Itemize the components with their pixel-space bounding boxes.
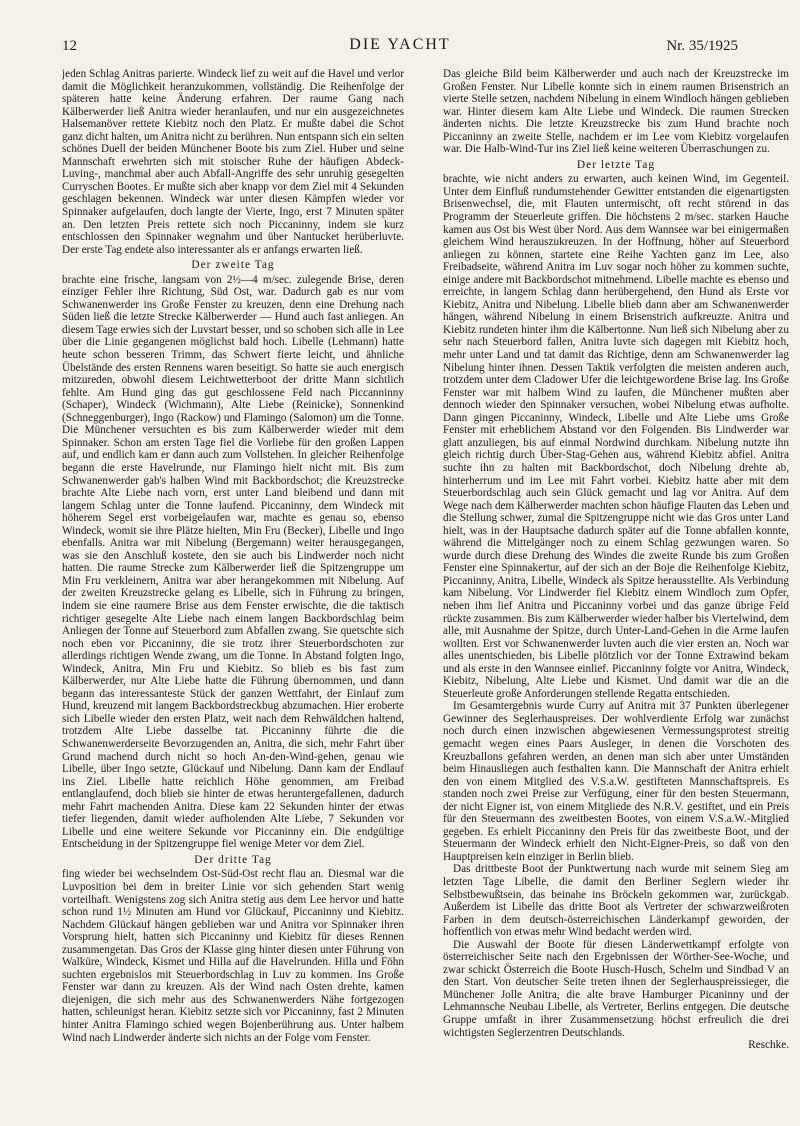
issue-number: Nr. 35/1925	[666, 38, 738, 54]
section-heading-zweiter-tag: Der zweite Tag	[191, 259, 275, 272]
paragraph: jeden Schlag Anitras parierte. Windeck lief zu weit auf die Havel und verlor damit die Möglichkeit heranzukommen, vollständig. Die Reihenfolge der späteren hatte keine Änderung erfahren. Der raume Gang nach Kälberwerder ließ Anitra wieder heranlaufen, und nur ein ausgezeichnetes Halsemanöver rettete Kiebitz noch den Platz. Er mußte dabei die Schot ganz dicht halten, um Anitra nicht zu berühren. Nun entspann sich ein selten schönes Duell der beiden Münchener Boote bis zum Ziel. Huber und seine Mannschaft erwehrten sich mit stoischer Ruhe der häufigen Abdeck-Luving-, manchmal aber auch Abfall-Angriffe des sehr unruhig gesegelten Curryschen Bootes. Er mußte sich aber knapp vor dem Ziel mit 4 Sekunden geschlagen bekennen. Windeck war unter diesen Kämpfen wieder vor Spinnaker aufgelaufen, doch langte der Vierte, Ingo, erst 7 Minuten später an. Den letzten Preis rettete sich noch Piccaninny, indem sie kurz entschlossen den Spinnaker wegnahm und über Nantucket herüberluvte. Der erste Tag endete also interessanter als er anfangs erwarten ließ.	[62, 68, 404, 256]
paragraph: fing wieder bei wechselndem Ost-Süd-Ost recht flau an. Diesmal war die Luvposition bei dem in breiter Linie vor sich gehenden Start wenig vorteilhaft. Wenigstens zog sich Anitra stetig aus dem Lee hervor und hatte schon rund 1½ Minuten am Hund vor Glückauf, Piccaninny und Kiebitz. Nachdem Glückauf hängen geblieben war und Anitra vor Spinnaker ihren Vorsprung hielt, hatten sich Piccaninny und Kiebitz für dieses Rennen zusammengetan. Das Gros der Klasse ging hinter diesen unter Führung von Walküre, Windeck, Kismet und Hilla auf die Havelrunden. Hilla und Föhn suchten ergebnislos mit Steuerbordschlag in Luv zu kommen. Ins Große Fenster war dann zu kreuzen. Als der Wind nach Osten drehte, kamen diejenigen, die sich mehr aus des Schwanenwerders Nähe fortgezogen hatten, schleunigst heran. Kiebitz setzte sich vor Piccaninny, fast 2 Minuten hinter Anitra Flamingo schied wegen Bojenberührung aus. Unter halbem Wind nach Lindwerder änderte sich nichts an der Folge vom Fenster.	[62, 868, 404, 1044]
paragraph: Das gleiche Bild beim Kälberwerder und auch nach der Kreuzstrecke im Großen Fenster. Nur Libelle konnte sich in einem raumen Brisenstrich an vierte Stelle setzen, nachdem Nibelung in einem Windloch hängen geblieben war. Hinter diesem kam Alte Liebe und Windeck. Die raumen Strecken änderten nichts. Die letzte Kreuzstrecke bis zum Hund brachte noch Piccaninny an zweite Stelle, nachdem er im Lee vom Kiebitz vorgelaufen war. Die Halb-Wind-Tur ins Ziel ließ keine weiteren Überraschungen zu.	[443, 68, 789, 156]
paragraph: Im Gesamtergebnis wurde Curry auf Anitra mit 37 Punkten überlegener Gewinner des Seglerhauspreises. Der wohlverdiente Erfolg war zunächst noch durch einen inzwischen abgewiesenen Vermessungsprotest streitig gemacht wegen eines Paars Ausleger, in denen die Vorschoten des Kreuzballons gefahren werden, an denen man sich aber unter Umständen beim Hinausliegen auch festhalten kann. Die Mannschaft der Anitra erhielt den von einem Mitglied des V.S.a.W. gestifteten Mannschaftspreis. Es standen noch zwei Preise zur Verfügung, einer für den besten Steuermann, der nicht Eigner ist, von einem Mitgliede des N.R.V. gestiftet, und ein Preis für den Steuermann des zweitbesten Bootes, von einem V.S.a.W.-Mitglied gegeben. Es erhielt Piccaninny den Preis für das zweitbeste Boot, und der Steuermann der Windeck erhielt den Nicht-Eigner-Preis, so daß von den Hauptpreisen kein einziger in Berlin blieb.	[443, 700, 789, 863]
left-column	[62, 68, 404, 1118]
paragraph: brachte eine frische, langsam von 2½—4 m/sec. zulegende Brise, deren einziger Fehler ihre Richtung, Süd Ost, war. Dadurch gab es nur vom Schwanenwerder ins Große Fenster zu kreuzen, denn eine Drehung nach Süden ließ die letzte Strecke Kälberwerder — Hund auch fast anliegen. An diesem Tage erwies sich der Luvstart besser, und so schoben sich alle in Lee über die Linie gegangenen möglichst bald hoch. Libelle (Lehmann) hatte heute schon besseren Trimm, das Schwert fierte leicht, und ähnliche Übelstände des ersten Rennens waren beseitigt. So hatte sie auch energisch mitzureden, obwohl diesem Leichtwetterboot der dritte Mann sichtlich fehlte. Am Hund ging das gut geschlossene Feld nach Piccanninny (Schaper), Windeck (Wichmann), Alte Liebe (Reinicke), Sonnenkind (Schneggenburger), Ingo (Rackow) und Flamingo (Salomon) um die Tonne. Die Münchener versuchten es bis zum Kälberwerder wieder mit dem Spinnaker. Schon am ersten Tage fiel die Vorliebe für den großen Lappen auf, und endlich kam er dann auch zum Vollstehen. In gleicher Reihenfolge begann die erste Havelrunde, nur Flamingo hielt nicht mit. Bis zum Schwanenwerder gab's halben Wind mit Backbordschot; die Kreuzstrecke brachte Alte Liebe nach vorn, erst unter Land bleibend und dann mit langem Schlag unter die Tonne laufend. Piccaninny, dem Windeck mit höherem Segel erst vorbeigelaufen war, machte es genau so, ebenso Windeck, womit sie ihre Plätze hielten, Min Fru (Becker), Libelle und Ingo ebenfalls. Anitra war mit Nibelung (Bergemann) weiter herausgegangen, was sie den Anschluß kostete, den sie auch bis Lindwerder noch nicht hatten. Die raume Strecke zum Kälberwerder ließ die Spitzengruppe um Min Fru verkleinern, Anitra war aber herangekommen mit Nibelung. Auf der zweiten Kreuzstrecke gelang es Libelle, sich in Führung zu bringen, indem sie eine raumere Brise aus dem Fenster erwischte, die die taktisch richtiger gesegelte Alte Liebe nach einem langen Backbordschlag beim Anliegen der Tonne auf Steuerbord zum Abfallen zwang. Sie quetschte sich noch eben vor Piccaninny, die sie trotz ihrer Steuerbordschoten zur allerdings richtigen Wende zwang, um die Tonne. In Abstand folgten Ingo, Windeck, Anitra, Min Fru und Kiebitz. So blieb es bis fast zum Kälberwerder, nur Alte Liebe hatte die Führung übernommen, und dann begann das interessanteste Stück der ganzen Wettfahrt, der Einlauf zum Hund, kreuzend mit langem Backbordstreckbug abzumachen. Hier eroberte sich Libelle wieder den ersten Platz, weit nach dem Rehwäldchen haltend, trotzdem Alte Liebe dasselbe tat. Piccaninny führte die die Schwanenwerderseite Bevorzugenden an, Anitra, die sich, mehr Fahrt über Grund machend durch nicht so hoch An-den-Wind-gehen, genau wie Libelle, über Ingo setzte, Glückauf und Nibelung. Dann kam der Endlauf ins Ziel. Libelle hatte reichlich Höhe genommen, am Freibad entlanglaufend, doch blieb sie hinter de etwas heruntergefallenen, dadurch mehr Fahrt machenden Anitra. Diese kam 22 Sekunden hinter der etwas tiefer liegenden, damit wieder aufholenden Alte Liebe, 7 Sekunden vor Libelle und eine weitere Sekunde vor Piccaninny ein. Die endgültige Entscheidung in der Spitzengruppe fiel wenige Meter vor dem Ziel.	[62, 273, 404, 851]
section-heading-letzter-tag: Der letzte Tag	[576, 158, 656, 171]
paragraph: Das drittbeste Boot der Punktwertung nach wurde mit seinem Sieg am letzten Tage Libelle, die damit den Berliner Seglern wieder ihr Selbstbewußtsein, das beinahe ins Bröckeln gekommen war, zurückgab. Außerdem ist Libelle das dritte Boot als Vertreter der schwarzweißroten Farben in dem deutsch-österreichischen Länderkampf geworden, der hoffentlich von etwas mehr Wind bedacht werden wird.	[443, 863, 789, 939]
paragraph: Die Auswahl der Boote für diesen Länderwettkampf erfolgte von österreichischer Seite nach den Ergebnissen der Wörther-See-Woche, und zwar schickt Österreich die Boote Husch-Husch, Schelm und Sindbad V an den Start. Von deutscher Seite treten ihnen der Seglerhauspreissieger, die Münchener Jolle Anitra, die alte brave Hamburger Picaninny und der Lehmannsche Neubau Libelle, als Vertreter, Berlins entgegen. Die deutsche Gruppe umfaßt in ihrer Zusammensetzung höchst erfreulich die drei wichtigsten Seglerzentren Deutschlands.	[443, 938, 789, 1039]
right-column	[443, 68, 789, 1118]
section-heading-dritter-tag: Der dritte Tag	[194, 853, 272, 866]
page-number: 12	[62, 38, 77, 54]
page-title: DIE YACHT	[349, 36, 451, 53]
paragraph: brachte, wie nicht anders zu erwarten, auch keinen Wind, im Gegenteil. Unter dem Einfluß rundumstehender Gewitter entstanden die eigenartigsten Brisenwechsel, die, mit Flauten untermischt, oft recht störend in das Programm der Steuerleute griffen. Die höchstens 2 m/sec. starken Hauche kamen aus Ost bis West über Nord. Aus dem Wannsee war bei einigermaßen gleichem Wind herauszukreuzen. In der Hoffnung, höher auf Steuerbord anliegen zu können, startete eine Reihe Yachten ganz im Lee, also Freibadseite, während Anitra im Luv sogar noch höher zu kommen suchte, einige andere mit Backbordschot mitnehmend. Libelle machte es ebenso und erreichte, in langem Schlag dann herübergehend, den Hund als Erste vor Kiebitz, Anitra und Nibelung. Libelle blieb dann aber am Schwanenwerder hängen, während Nibelung in einem Brisenstrich aufkreuzte. Anitra und Kiebitz rundeten hinter ihm die Kälbertonne. Nun ließ sich Nibelung aber zu sehr nach Steuerbord fallen, Anitra luvte sich dagegen mit Kiebitz hoch, mehr unter Land und tat damit das Richtige, denn am Schwanenwerder lag Nibelung hinter ihnen. Dessen Taktik verfolgten die meisten anderen auch, trotzdem unter dem Cladower Ufer die leichtgewordene Brise lag. Ins Große Fenster war mit halbem Wind zu laufen, die Münchener mußten aber dennoch wieder den Spinnaker versuchen, wobei Nibelung etwas aufholte. Dann gingen Piccaninny, Windeck, Libelle und Alte Liebe ums Große Fenster mit erheblichem Abstand vor den Folgenden. Bis Lindwerder war glatt anzuliegen, bis auf einmal Nordwind durchkam. Nibelung nutzte ihn gleich richtig durch Über-Stag-Gehen aus, während Kiebitz abfiel. Anitra suchte ihn zu halten mit Backbordschot, doch Nibelung drehte ab, hinterherrum und im Lee mit Fahrt vorbei. Kiebitz hatte aber mit dem Steuerbordschlag auch sein Glück gemacht und lag vor Anitra. Auf dem Wege nach dem Kälberwerder machten schon häufige Flauten das Leben und die Stellung schwer, zumal die Spitzengruppe nicht wie das Gros unter Land hielt, was in der Hauptsache dadurch später auf die Tonne abfallen konnte, während die Mittelgänger noch zu einem Schlag gezwungen waren. So wurde durch diese Drehung des Windes die zweite Runde bis zum Großen Fenster eine Spinnakertur, auf der sich an der Boje die Reihenfolge Kiebitz, Piccaninny, Anitra, Libelle, Windeck als Spitze herausstellte. Als Verbindung kam Nibelung. Vor Lindwerder fiel Kiebitz einem Windloch zum Opfer, neben ihm lief Anitra und Piccaninny vorbei und das ganze übrige Feld rückte zusammen. Bis zum Kälberwerder wieder halber bis Viertelwind, dem alle, mit Ausnahme der Spitze, durch Unter-Land-Gehen in die Arme laufen wollten. Erst vor Schwanenwerder luvten auch die vier ersten an. Noch war alles unentschieden, bis Libelle plötzlich vor der Tonne Extrawind bekam und als erste in den Wannsee einlief. Piccaninny folgte vor Anitra, Windeck, Kiebitz, Nibelung, Alte Liebe und Kismet. Und damit war die an die Steuerleute große Anforderungen stellende Regatta entschieden.	[443, 173, 789, 700]
author-signature: Reschke.	[748, 1039, 789, 1052]
